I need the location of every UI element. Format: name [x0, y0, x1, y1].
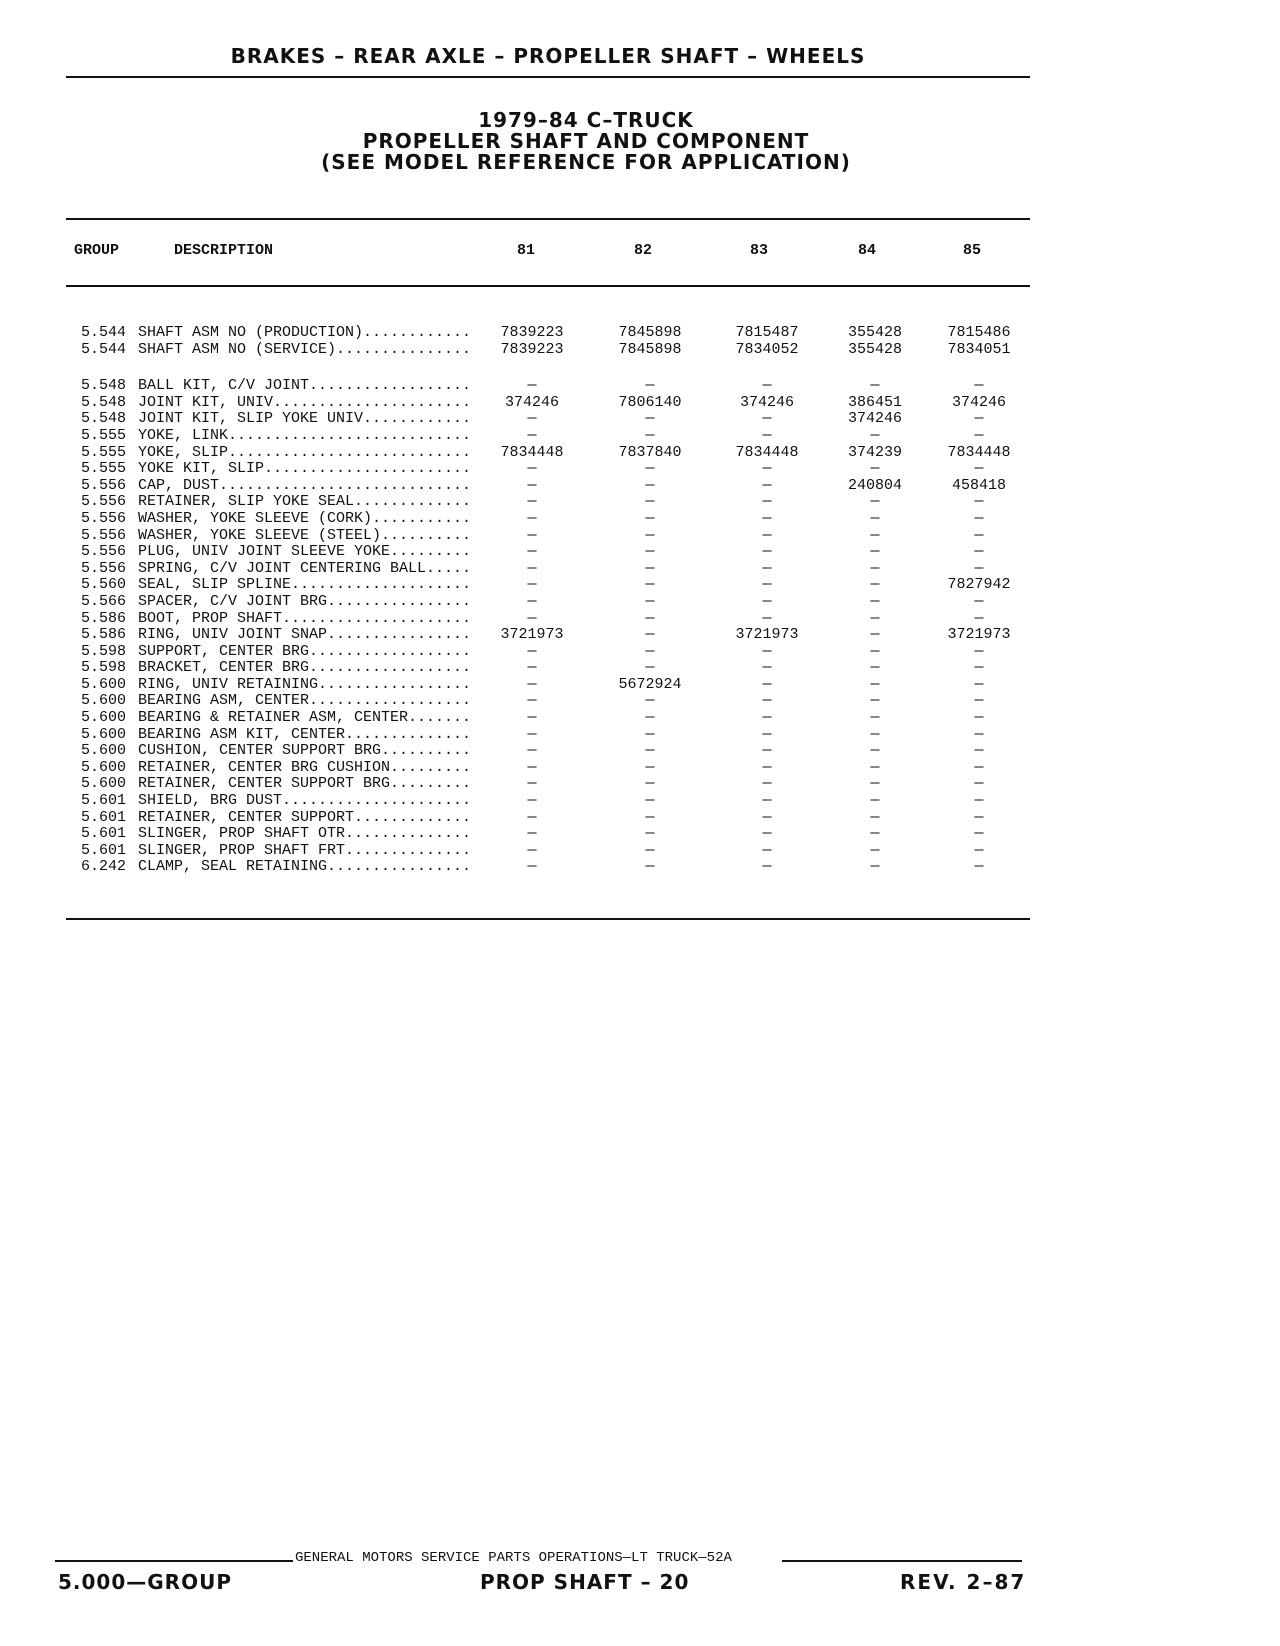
group-number: 5.601 — [80, 841, 126, 859]
group-number: 5.598 — [80, 659, 126, 677]
part-number-85: — — [974, 675, 984, 693]
column-header-group: GROUP — [74, 242, 120, 259]
part-number-84: 355428 — [847, 340, 902, 358]
table-row — [66, 793, 1030, 810]
parts-table — [66, 325, 1030, 876]
part-number-83: — — [762, 609, 772, 627]
table-row — [66, 428, 1030, 445]
column-header-83: 83 — [750, 242, 769, 259]
part-description: YOKE, SLIP........................... — [138, 444, 472, 461]
table-row — [66, 411, 1030, 428]
table-row — [66, 743, 1030, 760]
title-line-1: 1979–84 C–TRUCK — [478, 108, 694, 132]
part-number-81: — — [527, 493, 537, 511]
part-number-83: — — [762, 808, 772, 826]
part-description: BEARING & RETAINER ASM, CENTER....... — [138, 710, 472, 727]
footer-publisher-line: GENERAL MOTORS SERVICE PARTS OPERATIONS—LT TRUCK—52A — [295, 1550, 732, 1566]
group-number: 5.555 — [80, 426, 126, 444]
part-number-83: — — [762, 592, 772, 610]
group-number: 5.600 — [80, 692, 126, 710]
part-number-81: — — [527, 808, 537, 826]
part-number-85: — — [974, 509, 984, 527]
part-number-84: — — [870, 825, 880, 843]
title-block — [66, 110, 1106, 173]
part-number-81: — — [527, 775, 537, 793]
table-row — [66, 776, 1030, 793]
table-row — [66, 461, 1030, 478]
footer-revision: REV. 2–87 — [900, 1570, 1027, 1594]
page-header-title: BRAKES – REAR AXLE – PROPELLER SHAFT – WHEELS — [230, 44, 866, 68]
part-number-84: — — [870, 692, 880, 710]
part-number-81: — — [527, 642, 537, 660]
part-number-81: — — [527, 410, 537, 428]
part-number-85: — — [974, 775, 984, 793]
table-row — [66, 561, 1030, 578]
column-header-81: 81 — [517, 242, 536, 259]
part-number-81: — — [527, 709, 537, 727]
part-number-84: — — [870, 493, 880, 511]
part-description: RING, UNIV JOINT SNAP................ — [138, 627, 472, 644]
group-number: 5.556 — [80, 559, 126, 577]
part-description: BRACKET, CENTER BRG.................. — [138, 660, 472, 677]
table-row — [66, 544, 1030, 561]
part-number-83: — — [762, 775, 772, 793]
part-number-82: 7845898 — [618, 324, 682, 341]
part-number-81: 7834448 — [500, 443, 564, 461]
part-number-81: — — [527, 675, 537, 693]
part-description: SPACER, C/V JOINT BRG................ — [138, 593, 472, 610]
group-number: 5.548 — [80, 377, 126, 395]
part-number-82: — — [645, 559, 655, 577]
group-number: 5.556 — [80, 476, 126, 494]
part-number-83: 7815487 — [735, 324, 799, 341]
group-number: 5.556 — [80, 543, 126, 561]
part-description: RETAINER, CENTER SUPPORT BRG......... — [138, 776, 472, 793]
table-row — [66, 859, 1030, 876]
part-number-83: — — [762, 576, 772, 594]
part-number-81: — — [527, 526, 537, 544]
part-description: SLINGER, PROP SHAFT OTR.............. — [138, 826, 472, 843]
part-number-83: — — [762, 377, 772, 395]
part-number-83: — — [762, 692, 772, 710]
part-number-81: 7839223 — [500, 340, 564, 358]
part-number-83: — — [762, 410, 772, 428]
part-number-81: 7839223 — [500, 324, 564, 341]
group-number: 5.566 — [80, 592, 126, 610]
table-row — [66, 660, 1030, 677]
part-number-85: 7834448 — [947, 443, 1011, 461]
part-number-83: — — [762, 526, 772, 544]
part-number-84: — — [870, 858, 880, 876]
part-number-82: — — [645, 576, 655, 594]
part-description: YOKE, LINK........................... — [138, 427, 472, 444]
part-number-84: — — [870, 509, 880, 527]
part-number-82: — — [645, 808, 655, 826]
part-number-83: 374246 — [739, 393, 794, 411]
part-description: CLAMP, SEAL RETAINING................ — [138, 859, 472, 876]
column-header-82: 82 — [634, 242, 653, 259]
group-number: 5.600 — [80, 709, 126, 727]
part-number-84: — — [870, 642, 880, 660]
part-description: SPRING, C/V JOINT CENTERING BALL..... — [138, 560, 472, 577]
part-number-82: — — [645, 426, 655, 444]
part-number-83: — — [762, 659, 772, 677]
part-number-83: — — [762, 426, 772, 444]
part-description: JOINT KIT, SLIP YOKE UNIV............ — [138, 411, 472, 428]
part-number-85: 7815486 — [947, 324, 1011, 341]
part-number-85: — — [974, 592, 984, 610]
table-row — [66, 710, 1030, 727]
part-number-82: — — [645, 592, 655, 610]
group-number: 5.586 — [80, 609, 126, 627]
part-number-84: — — [870, 808, 880, 826]
group-number: 5.555 — [80, 443, 126, 461]
part-number-83: — — [762, 742, 772, 760]
group-number: 5.555 — [80, 460, 126, 478]
part-description: BEARING ASM KIT, CENTER.............. — [138, 726, 472, 743]
part-number-82: — — [645, 758, 655, 776]
part-number-85: — — [974, 410, 984, 428]
table-row — [66, 627, 1030, 644]
part-number-81: — — [527, 476, 537, 494]
section-gap — [66, 358, 1030, 378]
group-number: 5.600 — [80, 775, 126, 793]
part-number-84: — — [870, 659, 880, 677]
part-number-85: — — [974, 493, 984, 511]
part-number-82: — — [645, 709, 655, 727]
group-number: 5.556 — [80, 526, 126, 544]
footer-rule-left — [55, 1560, 293, 1562]
table-row — [66, 644, 1030, 661]
part-number-84: — — [870, 626, 880, 644]
header-rule — [66, 76, 1030, 78]
part-number-82: 5672924 — [618, 675, 682, 693]
table-row — [66, 342, 1030, 359]
part-number-85: 458418 — [951, 476, 1006, 494]
part-number-83: — — [762, 758, 772, 776]
part-number-81: — — [527, 509, 537, 527]
table-row — [66, 577, 1030, 594]
part-number-82: — — [645, 742, 655, 760]
footer-group: 5.000—GROUP — [58, 1570, 232, 1594]
part-number-81: — — [527, 725, 537, 743]
table-row — [66, 727, 1030, 744]
part-number-81: — — [527, 592, 537, 610]
part-number-82: — — [645, 659, 655, 677]
part-number-82: — — [645, 725, 655, 743]
part-number-85: — — [974, 725, 984, 743]
table-row — [66, 478, 1030, 495]
part-number-85: — — [974, 808, 984, 826]
part-number-81: — — [527, 841, 537, 859]
part-number-84: — — [870, 709, 880, 727]
part-description: JOINT KIT, UNIV...................... — [138, 394, 472, 411]
column-header-description: DESCRIPTION — [174, 242, 274, 259]
part-number-85: — — [974, 758, 984, 776]
part-description: BOOT, PROP SHAFT..................... — [138, 610, 472, 627]
table-row — [66, 826, 1030, 843]
table-row — [66, 594, 1030, 611]
part-description: YOKE KIT, SLIP....................... — [138, 461, 472, 478]
part-number-82: — — [645, 377, 655, 395]
part-description: BALL KIT, C/V JOINT.................. — [138, 378, 472, 395]
part-number-83: — — [762, 825, 772, 843]
part-description: SLINGER, PROP SHAFT FRT.............. — [138, 842, 472, 859]
part-number-83: 7834052 — [735, 340, 799, 358]
part-number-83: — — [762, 559, 772, 577]
part-number-81: — — [527, 825, 537, 843]
table-row — [66, 494, 1030, 511]
part-number-84: — — [870, 758, 880, 776]
part-number-85: — — [974, 526, 984, 544]
part-number-82: — — [645, 841, 655, 859]
part-description: RETAINER, SLIP YOKE SEAL............. — [138, 494, 472, 511]
part-number-83: — — [762, 493, 772, 511]
part-number-84: 355428 — [847, 324, 902, 341]
part-number-84: — — [870, 742, 880, 760]
part-number-81: — — [527, 377, 537, 395]
part-description: SHAFT ASM NO (SERVICE)............... — [138, 341, 472, 358]
part-description: PLUG, UNIV JOINT SLEEVE YOKE......... — [138, 544, 472, 561]
group-number: 5.548 — [80, 410, 126, 428]
part-number-85: — — [974, 709, 984, 727]
part-number-85: 374246 — [951, 393, 1006, 411]
part-number-84: — — [870, 841, 880, 859]
group-number: 5.601 — [80, 825, 126, 843]
table-row — [66, 760, 1030, 777]
part-number-83: — — [762, 841, 772, 859]
part-number-85: — — [974, 841, 984, 859]
group-number: 5.598 — [80, 642, 126, 660]
part-number-84: — — [870, 576, 880, 594]
group-number: 5.601 — [80, 808, 126, 826]
part-number-82: — — [645, 543, 655, 561]
part-number-83: 3721973 — [735, 626, 799, 644]
table-row — [66, 528, 1030, 545]
part-number-85: — — [974, 426, 984, 444]
part-number-83: — — [762, 709, 772, 727]
part-description: RING, UNIV RETAINING................. — [138, 676, 472, 693]
part-number-81: — — [527, 559, 537, 577]
part-number-84: — — [870, 792, 880, 810]
part-number-85: — — [974, 642, 984, 660]
table-row — [66, 445, 1030, 462]
part-number-85: — — [974, 742, 984, 760]
part-number-83: — — [762, 642, 772, 660]
part-number-84: — — [870, 775, 880, 793]
part-number-84: — — [870, 559, 880, 577]
part-number-82: — — [645, 692, 655, 710]
part-number-81: — — [527, 758, 537, 776]
part-number-82: — — [645, 493, 655, 511]
part-number-81: 3721973 — [500, 626, 564, 644]
part-number-81: — — [527, 742, 537, 760]
part-number-84: — — [870, 609, 880, 627]
part-number-81: 374246 — [504, 393, 559, 411]
part-number-82: 7837840 — [618, 443, 682, 461]
part-description: SEAL, SLIP SPLINE.................... — [138, 577, 472, 594]
part-number-84: — — [870, 543, 880, 561]
group-number: 6.242 — [80, 858, 126, 876]
table-row — [66, 611, 1030, 628]
part-number-83: — — [762, 725, 772, 743]
part-number-82: — — [645, 825, 655, 843]
table-row — [66, 511, 1030, 528]
part-number-84: — — [870, 592, 880, 610]
column-header-85: 85 — [963, 242, 982, 259]
part-number-84: — — [870, 725, 880, 743]
part-number-81: — — [527, 543, 537, 561]
part-number-84: 374239 — [847, 443, 902, 461]
part-number-85: 7827942 — [947, 576, 1011, 594]
part-number-84: 240804 — [847, 476, 902, 494]
footer-page: PROP SHAFT – 20 — [480, 1570, 690, 1594]
part-number-82: — — [645, 858, 655, 876]
part-number-83: — — [762, 543, 772, 561]
part-number-82: — — [645, 626, 655, 644]
title-line-2: PROPELLER SHAFT AND COMPONENT — [362, 129, 810, 153]
part-number-84: — — [870, 675, 880, 693]
part-number-85: — — [974, 659, 984, 677]
part-number-84: 386451 — [847, 393, 902, 411]
column-header-rule — [66, 285, 1030, 287]
part-number-83: — — [762, 460, 772, 478]
table-row — [66, 677, 1030, 694]
part-number-81: — — [527, 576, 537, 594]
group-number: 5.556 — [80, 493, 126, 511]
part-number-84: — — [870, 377, 880, 395]
group-number: 5.548 — [80, 393, 126, 411]
part-description: SUPPORT, CENTER BRG.................. — [138, 643, 472, 660]
part-number-81: — — [527, 659, 537, 677]
group-number: 5.544 — [80, 324, 126, 341]
part-number-82: — — [645, 526, 655, 544]
part-number-82: — — [645, 460, 655, 478]
part-number-82: — — [645, 410, 655, 428]
part-number-83: — — [762, 792, 772, 810]
part-number-85: — — [974, 692, 984, 710]
part-number-85: — — [974, 543, 984, 561]
table-bottom-rule — [66, 918, 1030, 920]
part-description: WASHER, YOKE SLEEVE (CORK)........... — [138, 510, 472, 527]
group-number: 5.601 — [80, 792, 126, 810]
group-number: 5.600 — [80, 725, 126, 743]
part-number-84: — — [870, 460, 880, 478]
part-description: SHIELD, BRG DUST..................... — [138, 793, 472, 810]
group-number: 5.556 — [80, 509, 126, 527]
part-number-85: — — [974, 825, 984, 843]
part-number-82: — — [645, 476, 655, 494]
part-description: BEARING ASM, CENTER.................. — [138, 693, 472, 710]
table-row — [66, 810, 1030, 827]
part-number-83: — — [762, 476, 772, 494]
part-number-81: — — [527, 858, 537, 876]
part-number-82: — — [645, 609, 655, 627]
group-number: 5.600 — [80, 742, 126, 760]
part-number-83: — — [762, 858, 772, 876]
group-number: 5.586 — [80, 626, 126, 644]
part-number-85: 7834051 — [947, 340, 1011, 358]
part-number-82: — — [645, 509, 655, 527]
table-row — [66, 325, 1030, 342]
table-row — [66, 843, 1030, 860]
part-number-82: 7806140 — [618, 393, 682, 411]
part-number-82: — — [645, 792, 655, 810]
table-row — [66, 378, 1030, 395]
group-number: 5.544 — [80, 340, 126, 358]
part-number-81: — — [527, 460, 537, 478]
column-header-84: 84 — [858, 242, 877, 259]
part-number-85: 3721973 — [947, 626, 1011, 644]
part-number-85: — — [974, 858, 984, 876]
title-line-3: (SEE MODEL REFERENCE FOR APPLICATION) — [321, 150, 851, 174]
table-row — [66, 395, 1030, 412]
part-number-83: 7834448 — [735, 443, 799, 461]
part-number-81: — — [527, 692, 537, 710]
part-description: CUSHION, CENTER SUPPORT BRG.......... — [138, 743, 472, 760]
part-description: SHAFT ASM NO (PRODUCTION)............ — [138, 325, 472, 341]
part-description: RETAINER, CENTER SUPPORT............. — [138, 809, 472, 826]
part-number-84: 374246 — [847, 410, 902, 428]
part-description: WASHER, YOKE SLEEVE (STEEL).......... — [138, 527, 472, 544]
part-description: RETAINER, CENTER BRG CUSHION......... — [138, 759, 472, 776]
part-number-85: — — [974, 792, 984, 810]
part-number-83: — — [762, 675, 772, 693]
part-number-83: — — [762, 509, 772, 527]
group-number: 5.600 — [80, 675, 126, 693]
group-number: 5.560 — [80, 576, 126, 594]
part-number-81: — — [527, 792, 537, 810]
part-number-82: — — [645, 775, 655, 793]
part-number-82: — — [645, 642, 655, 660]
group-number: 5.600 — [80, 758, 126, 776]
table-row — [66, 693, 1030, 710]
part-number-81: — — [527, 426, 537, 444]
part-number-82: 7845898 — [618, 340, 682, 358]
part-number-84: — — [870, 526, 880, 544]
table-top-rule — [66, 218, 1030, 220]
part-number-85: — — [974, 559, 984, 577]
part-number-85: — — [974, 460, 984, 478]
footer-rule-right — [782, 1560, 1022, 1562]
part-description: CAP, DUST............................ — [138, 477, 472, 494]
part-number-85: — — [974, 609, 984, 627]
part-number-85: — — [974, 377, 984, 395]
part-number-81: — — [527, 609, 537, 627]
part-number-84: — — [870, 426, 880, 444]
